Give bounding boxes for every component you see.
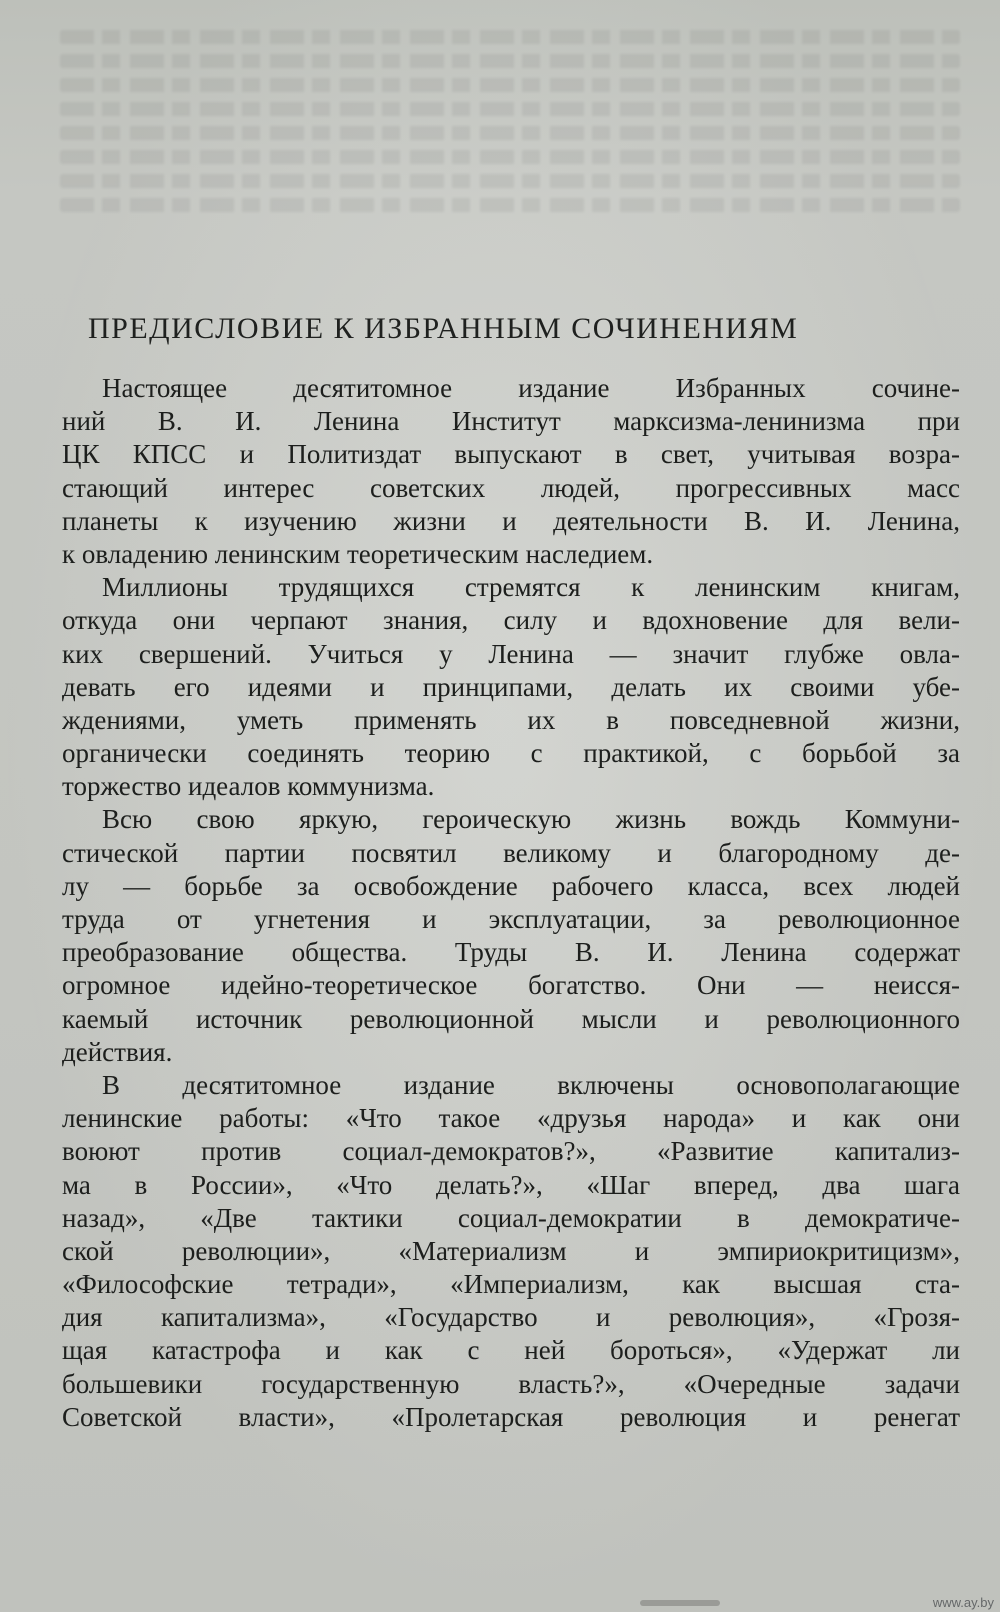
text-line: торжество идеалов коммунизма. [62,771,435,802]
text-line: В десятитомное издание включены основополагающие [102,1069,960,1100]
page-heading: ПРЕДИСЛОВИЕ К ИЗБРАННЫМ СОЧИНЕНИЯМ [88,312,799,345]
text-line: откуда они черпают знания, силу и вдохновение для вели- [62,605,960,636]
text-line: девать его идеями и принципами, делать их своими убе- [62,671,960,702]
text-line: ской революции», «Материализм и эмпириокритицизм», [62,1235,960,1266]
text-line: щая катастрофа и как с ней бороться», «Удержат ли [62,1335,960,1366]
text-line: каемый источник революционной мысли и революционного [62,1003,960,1034]
text-line: планеты к изучению жизни и деятельности В. И. Ленина, [62,505,960,536]
text-line: труда от угнетения и эксплуатации, за революционное [62,904,960,934]
text-line: стающий интерес советских людей, прогрессивных масс [62,472,960,503]
text-line: «Философские тетради», «Империализм, как высшая ста- [62,1269,960,1300]
text-line: действия. [62,1036,173,1067]
text-line: ждениями, уметь применять их в повседневной жизни, [62,704,960,735]
text-line: ЦК КПСС и Политиздат выпускают в свет, учитывая возра- [62,439,960,470]
text-line: назад», «Две тактики социал-демократии в демократиче- [62,1202,960,1233]
text-line: лу — борьбе за освобождение рабочего класса, всех людей [62,870,960,901]
text-line: ний В. И. Ленина Институт марксизма-ленинизма при [62,406,960,437]
page-bleed-through [60,20,960,320]
text-line: Советской власти», «Пролетарская революция и ренегат [62,1401,960,1432]
text-line: воюют против социал-демократов?», «Развитие капитализ- [62,1136,960,1167]
text-line: большевики государственную власть?», «Очередные задачи [62,1368,960,1399]
text-line: дия капитализма», «Государство и революция», «Грозя- [62,1302,960,1333]
text-line: преобразование общества. Труды В. И. Ленина содержат [62,937,960,968]
text-line: органически соединять теорию с практикой, с борьбой за [62,738,960,769]
text-line: ма в России», «Что делать?», «Шаг вперед, два шага [62,1169,960,1200]
text-line: стической партии посвятил великому и благородному де- [62,837,960,868]
print-smudge [640,1600,720,1606]
text-line: ких свершений. Учиться у Ленина — значит глубже овла- [62,638,960,669]
text-line: ленинские работы: «Что такое «друзья народа» и как они [62,1103,960,1134]
watermark-text: www.ay.by [932,1595,994,1610]
body-text [62,372,960,1434]
text-line: Всю свою яркую, героическую жизнь вождь Коммуни- [102,804,960,835]
text-line: Миллионы трудящихся стремятся к ленинским книгам, [102,572,960,603]
text-line: к овладению ленинским теоретическим наследием. [62,538,654,569]
text-line: Настоящее десятитомное издание Избранных сочине- [102,373,960,403]
text-line: огромное идейно-теоретическое богатство. Они — неисся- [62,970,960,1001]
